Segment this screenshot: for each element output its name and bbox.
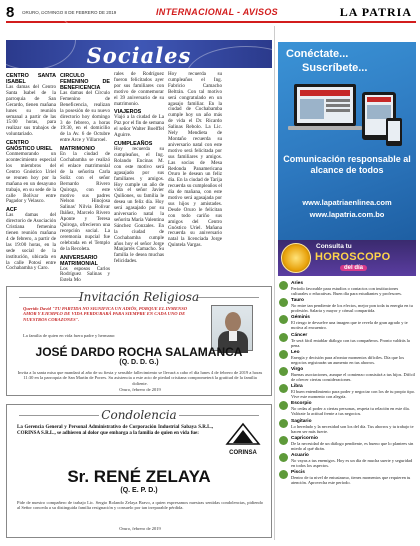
sociales-column-2 [60, 72, 110, 284]
leo-icon [279, 350, 288, 359]
item-heading: ACF [6, 207, 18, 214]
memorial-quote: Querido David "TU PARTIDA NO SIGNIFICA UN ADIÓS, PORQUE EL INMENSO AMOR Y EJEMPLO DE VIDA PERDURARÁ PARA SIEMPRE EN CADA UNO DE NUESTROS CORAZONES". [23, 306, 188, 322]
sign-text: El buen entendimiento para poder y negociar con los de tu propio tipo. Vive este momento con alegría. [291, 389, 416, 400]
sociales-columns [6, 71, 272, 284]
item-text: En la ciudad de Cochabamba se realizó el enlace matrimonial de la señorita Carla Soliz con el señor Bernardo Rivero Quiroga, con este motivo sus padres Nelson Hinojosa Salinas' Nilvia Bolivar Ibáñez, Marcelo Rivero Aponte y Teresa Quiroga, ofrecieron una recepción social. La ceremonia nupcial fue celebrada en el Templo de la Recoleta. [60, 151, 110, 252]
pisces-icon [279, 470, 288, 479]
condolence-details: Pide de nuestro compañero de trabajo Lic. Sergio Rolando Zelaya Bravo, a quien expresamos nuestras sentidas condolencias, pidiendo al Señor conceda a su distinguida familia resignación y consuelo por tan irreparable pérdida. [17, 500, 263, 511]
aquarius-icon [279, 453, 288, 462]
deceased-initials: (Q. E. P. D.) [120, 487, 158, 494]
item-text: rales de Rodríguez fueron felicitados ayer por sus familiares con motivo de conmemorar el 39 aniversario de su matrimonio. [114, 71, 164, 107]
sign-text: Buenas asociaciones, aunque el comienzo consistirá a tus hijos. Difícil de ofrecer ciertas consideraciones. [291, 371, 416, 383]
place-date: Oruro, febrero de 2019 [119, 526, 161, 531]
scorpio-icon [279, 401, 288, 410]
cancer-icon [279, 333, 288, 342]
sign-text: De la necesidad de un diálogo pendiente, es bueno que lo plantees sin miedo al qué dirán. [291, 440, 414, 451]
section-title: INTERNACIONAL - AVISOS [156, 7, 278, 17]
deceased-name: JOSÉ DARDO ROCHA SALAMANCA [35, 345, 243, 359]
libra-icon [279, 384, 288, 393]
sign-name: Aries [291, 281, 303, 286]
ad-slogan: Comunicación responsable al alcance de todos [283, 154, 411, 175]
taurus-icon [279, 298, 288, 307]
horoscope-sign-aries [278, 280, 416, 296]
ad-url-1[interactable]: www.lapatriaenlinea.com [302, 198, 392, 207]
sign-name: Cáncer [291, 332, 308, 338]
sign-name: Sagitario [291, 418, 312, 424]
page-header [6, 6, 416, 20]
sociales-banner [6, 40, 272, 68]
sign-text: No entre tan pendiente de los efectos, mejor pon toda tu energía en tu profesión. Salaria y mayor y cónsul compartida. [291, 303, 413, 314]
sign-name: Escorpio [291, 401, 312, 407]
horoscope-sign-tauro [278, 297, 416, 313]
horoscope-title: HOROSCOPO [315, 251, 391, 263]
gemini-icon [279, 315, 288, 324]
horoscope-sign-leo [278, 349, 416, 365]
item-text: Los esposos Carlos Rodríguez Salinas y Estela Mo [60, 265, 110, 284]
horoscope-sign-virgo [278, 366, 416, 382]
horoscope-sign-cancer [278, 332, 416, 348]
sign-text: No cedas al poder a ciertas personas, respeta tu relación en este día. Valórate la actitud frente a tus negocios. [291, 406, 410, 417]
page-number: 8 [6, 4, 15, 21]
place-date: Oruro, febrero de 2019 [119, 387, 161, 392]
item-text: Las damas del directorio de Asociación Cristiana femenina tienen reunión mañana 4 de febrero, a partir de las 19:00 horas, en la sede social de la institución, ubicada en la calle Potosí entre Cochabamba y Caro. [6, 212, 56, 272]
sign-text: El riesgo te devuelve una imagen que te revela de gran agrado y te motiva al encuentro. [291, 320, 408, 331]
sign-text: Te será fácil entablar diálogo con tus compañeros. Pronto valdrás la pena. [291, 337, 410, 348]
horoscope-sign-piscis [278, 469, 416, 485]
sign-name: Tauro [291, 298, 304, 304]
sign-text: No vayas a tus enemigos. Hoy es un día de mucha suerte y seguridad en todos los aspectos. [291, 457, 413, 468]
horoscope-sign-capricornio [278, 435, 416, 451]
sign-text: Energía y decisión para afrontar momentos difíciles. Día que los negocios registrarán un aumento en tus ahorros. [291, 354, 405, 365]
sign-text: Período favorable para estudios o contactos con instituciones culturales o educativas. Buen día para estudiantes y profesores. [291, 286, 402, 297]
horoscope-consult-text: Consulta tu [316, 243, 352, 250]
horoscope-sign-libra [278, 383, 416, 399]
horoscope-day-badge: del día [340, 265, 367, 271]
horoscope-sign-escorpio [278, 400, 416, 416]
condolence-notice [6, 404, 272, 538]
corinsa-logo [221, 423, 265, 457]
horoscope-banner [278, 240, 416, 276]
sagittarius-icon [279, 419, 288, 428]
edition-date: ORURO, DOMINGO 8 DE FEBRERO DE 2019 [22, 10, 117, 15]
notice-title: Condolencia [101, 408, 177, 422]
sign-name: Géminis [291, 315, 310, 321]
zodiac-wheel-icon [281, 243, 311, 273]
item-heading: ANIVERSARIO MATRIMONIAL [60, 254, 98, 267]
capricorn-icon [279, 436, 288, 445]
photo-head [225, 312, 241, 332]
company-name: CORINSA [229, 450, 257, 456]
column-divider [274, 26, 275, 540]
sign-name: Capricornio [291, 435, 318, 441]
sociales-title: Sociales [86, 43, 192, 68]
religious-invitation-notice [6, 286, 272, 396]
invitation-lead: La familia de quien en vida fuera padre y hermano: [23, 333, 116, 338]
condolence-intro: La Gerencia General y Personal Administrativo de Corporación Industrial Sabaya S.R.L., CORINSA S.R.L., se adhieren al dolor que embarga a la familia de quien en vida fue: [17, 425, 213, 436]
item-heading: VIAJEROS [114, 109, 142, 116]
deceased-initials: (Q. D. D. G.) [119, 359, 159, 366]
notice-title: Invitación Religiosa [78, 290, 200, 304]
item-text: Viajó a la ciudad de La Paz por el fin de semana el señor Walter Boelffel Aguirre. [114, 114, 164, 139]
sociales-column-3 [114, 72, 164, 272]
sign-text: Dentro de tu nivel de entusiasmo, tienes momentos que requieren tu atención. Aprovecha este período. [291, 475, 411, 486]
item-text: Hoy recuerda su cumpleaños, el Ing. Rolando Encinas M. con este motivo será agasajado por sus familiares y amigos. Hoy cumple un año de vida el señor Javier Quiñones, su familia le desea un feliz día. Hoy será agasajado por su aniversario natal la señorita María Valentina Sánchez Gonzales. En la ciudad de Cochabamba cumple años hoy el señor Jorge Manjarrés Camacho. Su familia le desea muchas felicidades. [114, 146, 164, 265]
item-heading: CIRCULO FEMENINO DE BENEFICENCIA [60, 73, 110, 91]
virgo-icon [279, 367, 288, 376]
sign-name: Leo [291, 349, 300, 355]
item-heading: CUMPLEAÑOS [114, 141, 153, 148]
ad-url-2[interactable]: www.lapatria.com.bo [309, 210, 385, 219]
sociales-column-4 [168, 72, 222, 272]
sign-name: Virgo [291, 366, 304, 372]
photo-collar [229, 331, 237, 341]
horoscope-sign-geminis [278, 314, 416, 330]
item-heading: MATRIMONIO [60, 146, 95, 153]
deceased-name: Sr. RENÉ ZELAYA [67, 467, 211, 486]
newspaper-name: LA PATRIA [339, 5, 412, 19]
sign-name: Piscis [291, 470, 305, 476]
corinsa-mark-icon [226, 423, 260, 445]
horoscope-sign-acuario [278, 452, 416, 468]
item-text: Conmemorando un acontecimiento especial los miembros del Centro Gnóstico Uriel se reunen hoy por la mañana en un desayuno trabajo, en su sede de la calle Bolívar entre Pagador y Velasco. [6, 151, 56, 205]
item-heading: CENTRO SANTA ISABEL [6, 73, 56, 85]
horoscope-sign-sagitario [278, 418, 416, 434]
ad-subscribe-text: Suscríbete... [302, 62, 368, 74]
mass-details: Invita a la santa misa que mandará al año de su fiesta y sensible fallecimiento se llevará a cabo el día lunes 4 de febrero de 2019 a horas 11:30 en la parroquia de San Martín de Porres. Su asistencia a este acto de piedad cristiana comprometerá la gratitud de la familia doliente. [17, 370, 263, 386]
sign-name: Libra [291, 384, 303, 390]
ad-connect-text: Conéctate... [286, 48, 349, 60]
subscription-ad[interactable] [278, 42, 416, 240]
item-heading: CENTRO GNÓSTICO URIEL [6, 140, 53, 153]
item-text: Hoy recuerda su cumpleaños el Ing. Fabricio Camacho Beltrán. Con tal motivo será congratulado en un agasajo familiar. En la ciudad de Cochabamba cumple hoy un año más de vida el Dr. Ricardo Salinas Rebolo. La Lic. Nely Mendieta de Montaño recuerda su aniversario natal con este motivo será felicitada por sus familiares y amigos. Las socias de Mesa Redonda Panamericana Oruro le desean un feliz día. En la ciudad de Tarija recuerda su cumpleaños el día de mañana, con este motivo será agasajada por sus hijos y amistades. Desde Oruro le felicitan con todo cariño sus amigos del Centro Gnóstico Uriel. Mañana recuerda su aniversario natal la licenciada Jorge Quintela Vargas. [168, 71, 222, 249]
aries-icon [279, 281, 288, 290]
item-text: Las damas del Centro Santa Isabel de la parroquia de San Gerardo, tienen mañana lunes su reunión semanal a partir de las 15:00 horas, para realizar sus trabajos de voluntariado. [6, 84, 56, 138]
sign-text: Lo heredado y la necesidad son los del día. Tus ahorros y tu trabajo te hacen ser más fuerte. [291, 423, 414, 434]
horoscope-list [278, 280, 416, 486]
item-text: Las damas del Círculo Femenino de Beneficencia, realizan la posesión de su nuevo directorio hoy domingo 3 de febrero, a horas 19:30, en el domicilio de la Av. 6 de Octubre entre Arce y Villarroel. [60, 90, 110, 144]
devices-icon [288, 78, 406, 150]
sociales-column-1 [6, 72, 56, 272]
sign-name: Acuario [291, 452, 309, 458]
